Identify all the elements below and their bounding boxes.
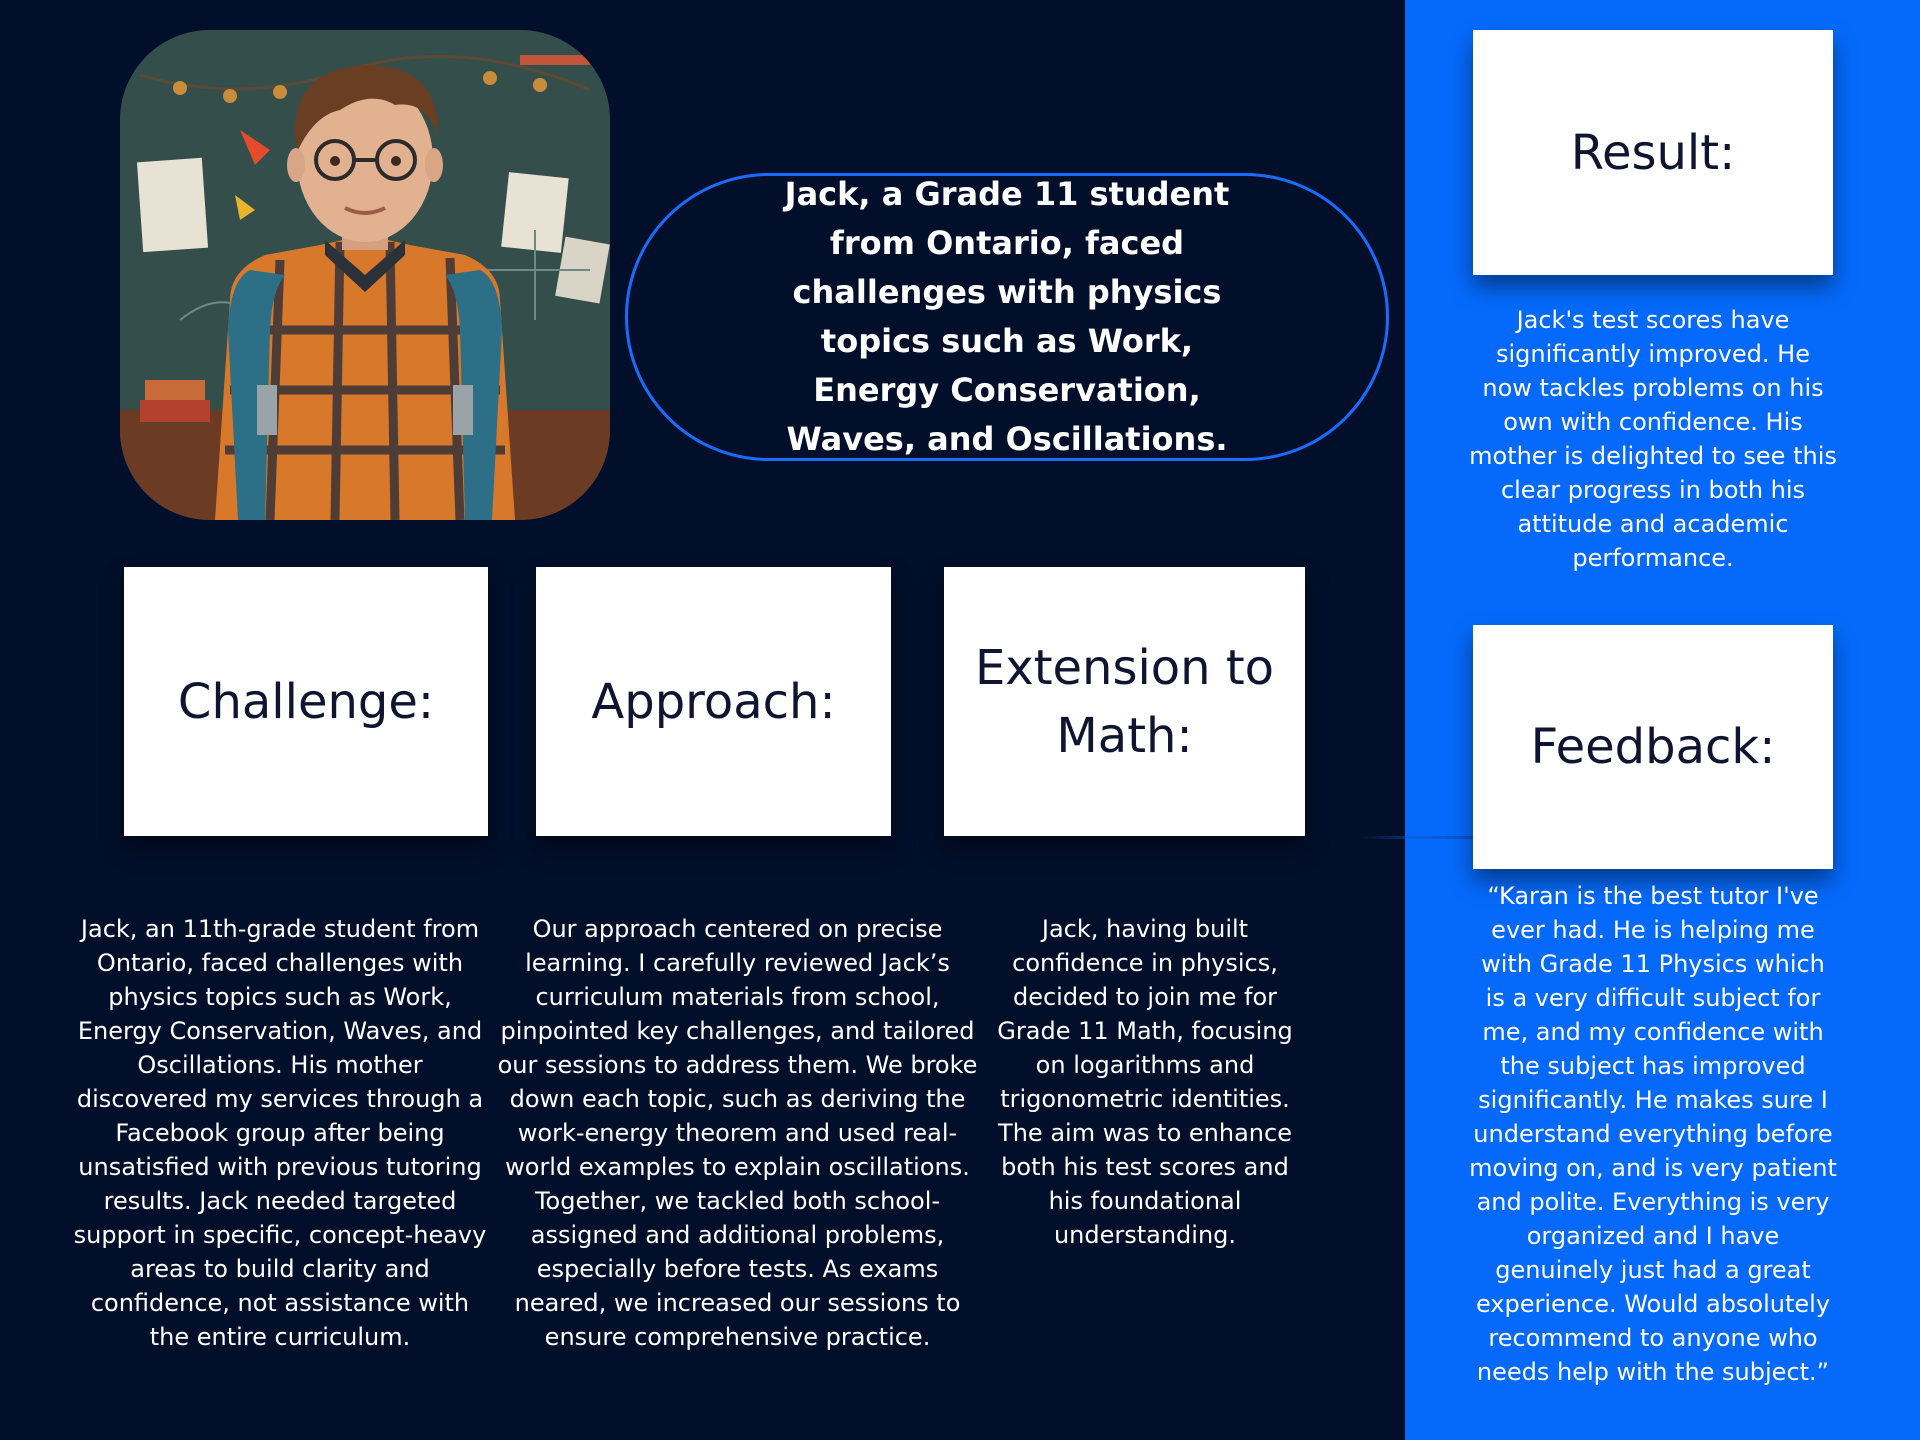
feedback-title: Feedback: bbox=[1530, 719, 1776, 775]
approach-title: Approach: bbox=[591, 673, 836, 730]
result-title: Result: bbox=[1570, 124, 1736, 181]
extension-title: Extension to Math: bbox=[974, 639, 1275, 764]
challenge-description: Jack, an 11th-grade student from Ontario, faced challenges with physics topics such as Work, Energy Conservation, Waves, and Oscillations. His mother discovered my services through a Facebook group after being unsatisfied with previous tutoring results. Jack needed targeted support in specific, concept-heavy areas to build clarity and confidence, not assistance with the entire curriculum. bbox=[73, 915, 487, 1351]
approach-card bbox=[536, 567, 891, 836]
approach-description: Our approach centered on precise learning. I carefully reviewed Jack’s curriculum materials from school, pinpointed key challenges, and tailored our sessions to address them. We broke down each topic, such as deriving the work-energy theorem and used real-world examples to explain oscillations. Together, we tackled both school-assigned and additional problems, especially before tests. As exams neared, we increased our sessions to ensure comprehensive practice. bbox=[497, 915, 978, 1351]
feedback-card bbox=[1473, 625, 1833, 869]
challenge-card bbox=[124, 567, 488, 836]
feedback-quote: “Karan is the best tutor I've ever had. He is helping me with Grade 11 Physics which is a very difficult subject for me, and my confidence with the subject has improved significantly. He makes sure I understand everything before moving on, and is very patient and polite. Everything is very organized and I have genuinely just had a great experience. Would absolutely recommend to anyone who needs help with the subject.” bbox=[1469, 882, 1837, 1386]
challenge-title: Challenge: bbox=[177, 673, 435, 730]
student-portrait-icon bbox=[120, 30, 610, 520]
student-portrait bbox=[120, 30, 610, 520]
intro-summary-pill bbox=[625, 173, 1389, 461]
result-description: Jack's test scores have significantly improved. He now tackles problems on his own with confidence. His mother is delighted to see this clear progress in both his attitude and academic performance. bbox=[1469, 306, 1837, 572]
extension-description: Jack, having built confidence in physics, decided to join me for Grade 11 Math, focusing on logarithms and trigonometric identities. The aim was to enhance both his test scores and his foundational understanding. bbox=[997, 915, 1293, 1249]
intro-summary-text: Jack, a Grade 11 student from Ontario, faced challenges with physics topics such as Work, Energy Conservation, Waves, and Oscillations. bbox=[784, 175, 1230, 458]
result-card bbox=[1473, 30, 1833, 275]
extension-card bbox=[944, 567, 1305, 836]
card-connector-line bbox=[1358, 836, 1473, 839]
